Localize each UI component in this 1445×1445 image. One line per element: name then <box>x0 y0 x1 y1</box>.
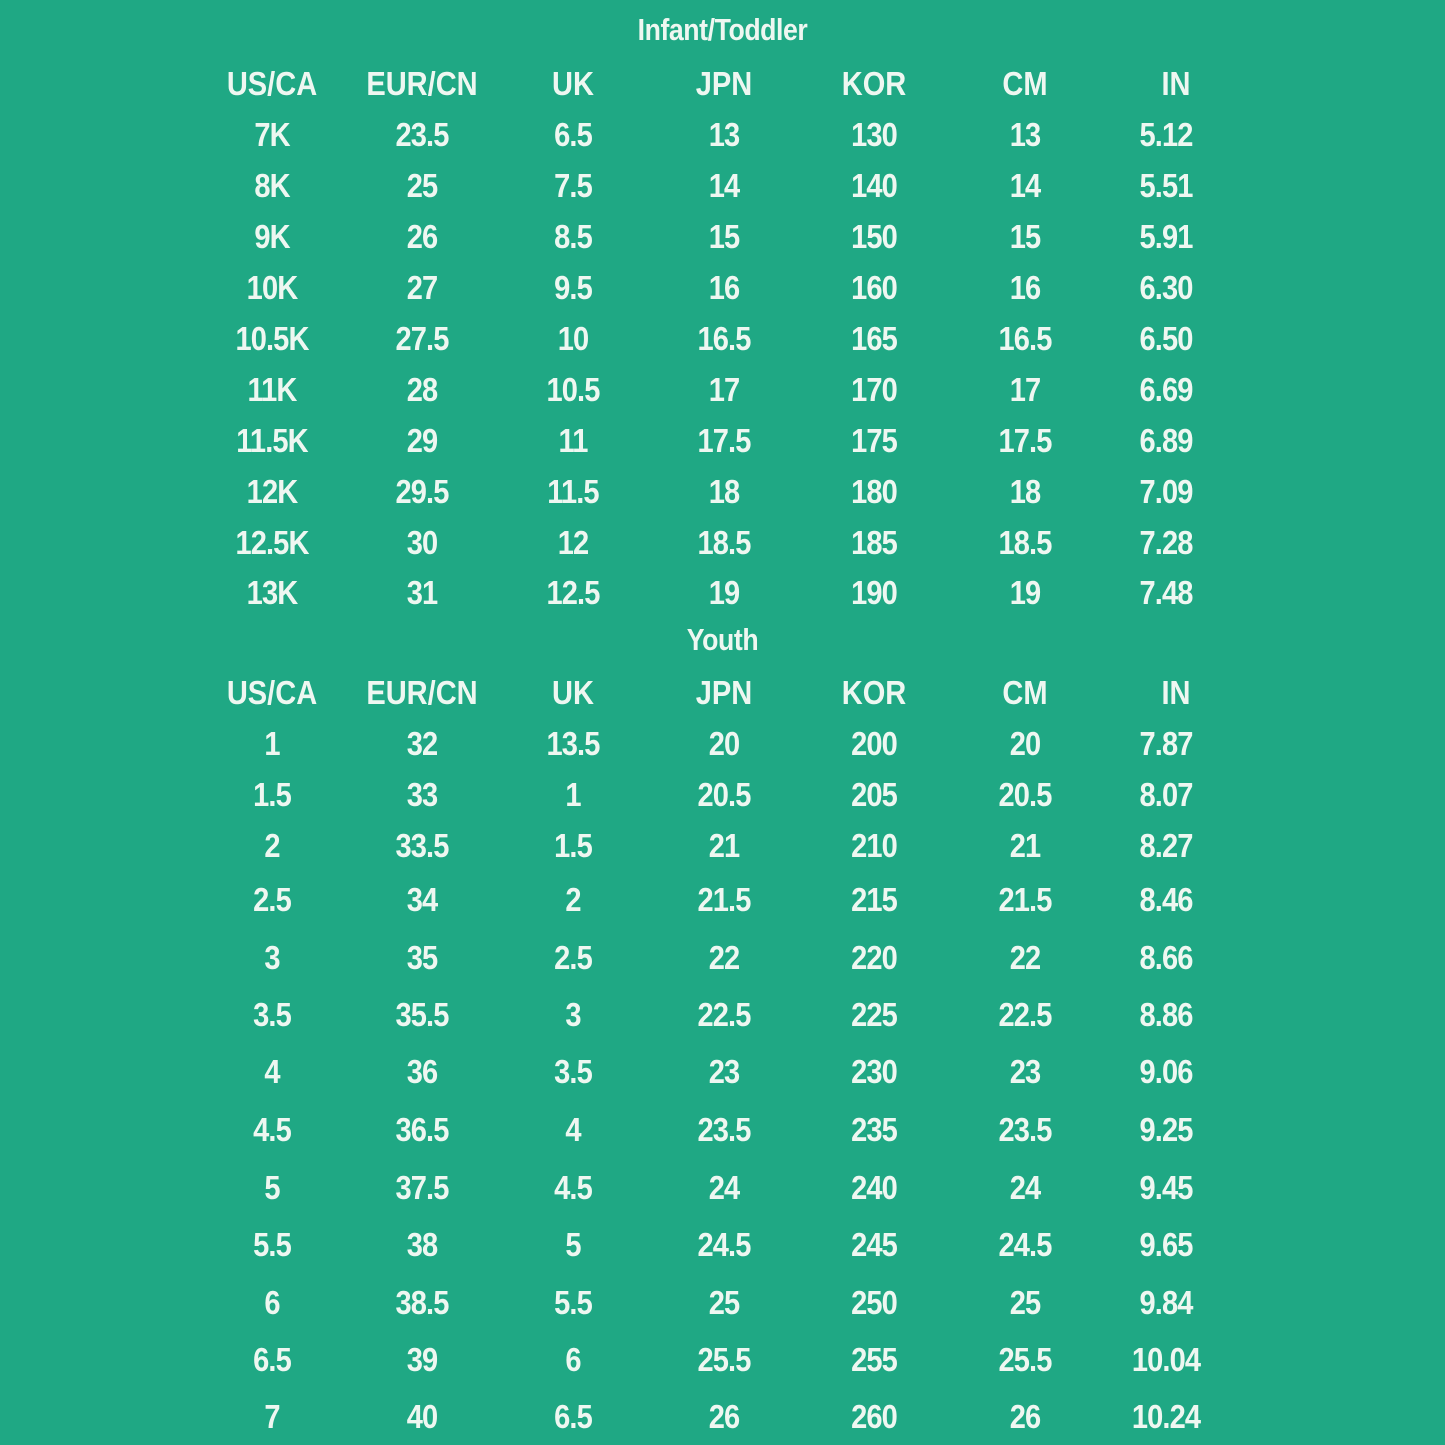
table-cell: 13.5 <box>546 725 600 762</box>
table-cell: 235 <box>851 1111 897 1148</box>
table-cell: 35.5 <box>395 996 449 1033</box>
table-cell: 24.5 <box>697 1226 751 1263</box>
table-cell: 7.28 <box>1139 524 1193 561</box>
table-cell: 6.5 <box>253 1341 291 1378</box>
table-cell: 16 <box>1009 269 1041 306</box>
table-cell: 25 <box>708 1284 740 1321</box>
table-row <box>0 166 1445 206</box>
table-cell: 165 <box>851 320 897 357</box>
table-cell: 15 <box>1009 218 1041 255</box>
table-cell: 18.5 <box>998 524 1052 561</box>
table-cell: 250 <box>851 1284 897 1321</box>
table-cell: 12.5K <box>235 524 309 561</box>
table-cell: 9.45 <box>1139 1169 1193 1206</box>
table-cell: 12 <box>557 524 589 561</box>
table-cell: 7K <box>254 116 290 153</box>
table-cell: 16.5 <box>998 320 1052 357</box>
table-cell: 26 <box>1009 1398 1041 1435</box>
table-cell: 8K <box>254 167 290 204</box>
table-cell: 220 <box>851 939 897 976</box>
table-cell: 180 <box>851 473 897 510</box>
table-row <box>0 1225 1445 1265</box>
table-row <box>0 115 1445 155</box>
table-cell: 23.5 <box>998 1111 1052 1148</box>
table-cell: 3 <box>565 996 581 1033</box>
table-cell: 2.5 <box>554 939 592 976</box>
column-header: US/CA <box>226 674 318 711</box>
table-cell: 9K <box>254 218 290 255</box>
table-cell: 140 <box>851 167 897 204</box>
table-row <box>0 1397 1445 1437</box>
table-cell: 17 <box>708 371 740 408</box>
table-cell: 6.5 <box>554 1398 592 1435</box>
table-cell: 10.5K <box>235 320 309 357</box>
table-cell: 6.69 <box>1139 371 1193 408</box>
table-cell: 28 <box>406 371 438 408</box>
table-cell: 17.5 <box>697 422 751 459</box>
table-cell: 11.5 <box>547 473 599 510</box>
table-cell: 8.27 <box>1139 827 1193 864</box>
table-cell: 23 <box>1009 1053 1041 1090</box>
table-row <box>0 523 1445 563</box>
table-cell: 6.50 <box>1139 320 1193 357</box>
table-cell: 18 <box>708 473 740 510</box>
table-cell: 14 <box>1009 167 1041 204</box>
table-cell: 30 <box>406 524 438 561</box>
table-cell: 10.04 <box>1131 1341 1201 1378</box>
table-cell: 5.91 <box>1139 218 1193 255</box>
table-cell: 26 <box>708 1398 740 1435</box>
table-cell: 9.06 <box>1139 1053 1193 1090</box>
table-row <box>0 995 1445 1035</box>
table-cell: 150 <box>851 218 897 255</box>
table-cell: 24 <box>1009 1169 1041 1206</box>
column-header: US/CA <box>226 65 318 102</box>
table-row <box>0 370 1445 410</box>
youth-section-title: Youth <box>686 622 759 657</box>
table-cell: 25 <box>406 167 438 204</box>
table-row <box>0 880 1445 920</box>
table-cell: 9.65 <box>1139 1226 1193 1263</box>
table-row <box>0 268 1445 308</box>
table-cell: 22 <box>1009 939 1041 976</box>
table-cell: 215 <box>851 881 897 918</box>
table-cell: 37.5 <box>395 1169 449 1206</box>
table-cell: 33 <box>406 776 438 813</box>
table-cell: 3.5 <box>253 996 291 1033</box>
table-cell: 38 <box>406 1226 438 1263</box>
table-cell: 19 <box>708 574 740 611</box>
table-cell: 6 <box>565 1341 581 1378</box>
table-cell: 4 <box>565 1111 581 1148</box>
column-header: KOR <box>841 674 907 711</box>
table-cell: 1 <box>565 776 581 813</box>
table-cell: 9.5 <box>554 269 592 306</box>
table-cell: 24.5 <box>998 1226 1052 1263</box>
table-cell: 18 <box>1009 473 1041 510</box>
table-cell: 11.5K <box>236 422 308 459</box>
table-cell: 7.09 <box>1139 473 1193 510</box>
table-cell: 190 <box>851 574 897 611</box>
table-cell: 5 <box>264 1169 280 1206</box>
table-cell: 130 <box>851 116 897 153</box>
table-cell: 260 <box>851 1398 897 1435</box>
table-cell: 4.5 <box>253 1111 291 1148</box>
table-cell: 34 <box>406 881 438 918</box>
table-cell: 2 <box>264 827 280 864</box>
table-cell: 21.5 <box>998 881 1052 918</box>
table-cell: 2.5 <box>253 881 291 918</box>
table-cell: 36.5 <box>395 1111 449 1148</box>
table-cell: 23.5 <box>395 116 449 153</box>
table-cell: 20.5 <box>998 776 1052 813</box>
table-row <box>0 472 1445 512</box>
table-cell: 8.66 <box>1139 939 1193 976</box>
table-cell: 9.84 <box>1139 1284 1193 1321</box>
table-cell: 11K <box>247 371 297 408</box>
table-cell: 5.12 <box>1139 116 1193 153</box>
column-header: IN <box>1161 65 1191 102</box>
table-row <box>0 1110 1445 1150</box>
table-row <box>0 938 1445 978</box>
table-cell: 185 <box>851 524 897 561</box>
table-cell: 7 <box>264 1398 280 1435</box>
youth-header-row <box>0 673 1445 713</box>
column-header: CM <box>1002 674 1048 711</box>
table-cell: 20 <box>708 725 740 762</box>
table-cell: 29.5 <box>395 473 449 510</box>
table-cell: 25.5 <box>998 1341 1052 1378</box>
table-cell: 17 <box>1009 371 1041 408</box>
column-header: EUR/CN <box>366 65 478 102</box>
table-cell: 38.5 <box>395 1284 449 1321</box>
table-cell: 12K <box>246 473 298 510</box>
table-cell: 14 <box>708 167 740 204</box>
table-cell: 24 <box>708 1169 740 1206</box>
table-cell: 20 <box>1009 725 1041 762</box>
table-cell: 5 <box>565 1226 581 1263</box>
table-cell: 10 <box>557 320 589 357</box>
table-cell: 210 <box>851 827 897 864</box>
infant-toddler-header-row <box>0 64 1445 104</box>
table-cell: 22.5 <box>697 996 751 1033</box>
table-cell: 18.5 <box>697 524 751 561</box>
table-cell: 4.5 <box>554 1169 592 1206</box>
table-cell: 6.30 <box>1139 269 1193 306</box>
table-cell: 6.5 <box>554 116 592 153</box>
table-cell: 245 <box>851 1226 897 1263</box>
table-row <box>0 1052 1445 1092</box>
table-cell: 7.5 <box>554 167 592 204</box>
table-cell: 1.5 <box>554 827 592 864</box>
table-cell: 9.25 <box>1139 1111 1193 1148</box>
table-cell: 12.5 <box>546 574 600 611</box>
table-cell: 2 <box>565 881 581 918</box>
table-cell: 33.5 <box>395 827 449 864</box>
table-cell: 15 <box>708 218 740 255</box>
table-cell: 3 <box>264 939 280 976</box>
table-cell: 25 <box>1009 1284 1041 1321</box>
table-cell: 6 <box>264 1284 280 1321</box>
table-cell: 6.89 <box>1139 422 1193 459</box>
table-cell: 5.51 <box>1139 167 1193 204</box>
table-cell: 8.07 <box>1139 776 1193 813</box>
table-row <box>0 217 1445 257</box>
table-cell: 20.5 <box>697 776 751 813</box>
table-row <box>0 826 1445 866</box>
table-cell: 11 <box>558 422 588 459</box>
table-cell: 32 <box>406 725 438 762</box>
table-cell: 1 <box>264 725 280 762</box>
table-cell: 10.24 <box>1131 1398 1201 1435</box>
table-cell: 40 <box>406 1398 438 1435</box>
table-cell: 13K <box>246 574 298 611</box>
table-cell: 3.5 <box>554 1053 592 1090</box>
table-cell: 8.46 <box>1139 881 1193 918</box>
table-cell: 225 <box>851 996 897 1033</box>
column-header: EUR/CN <box>366 674 478 711</box>
table-cell: 8.86 <box>1139 996 1193 1033</box>
table-cell: 16 <box>708 269 740 306</box>
table-row <box>0 1340 1445 1380</box>
table-cell: 4 <box>264 1053 280 1090</box>
table-cell: 7.87 <box>1139 725 1193 762</box>
table-cell: 21.5 <box>697 881 751 918</box>
table-cell: 10K <box>246 269 298 306</box>
table-cell: 25.5 <box>697 1341 751 1378</box>
table-cell: 27.5 <box>395 320 449 357</box>
table-cell: 170 <box>851 371 897 408</box>
table-cell: 205 <box>851 776 897 813</box>
table-cell: 255 <box>851 1341 897 1378</box>
column-header: KOR <box>841 65 907 102</box>
table-cell: 35 <box>406 939 438 976</box>
table-cell: 240 <box>851 1169 897 1206</box>
table-cell: 19 <box>1009 574 1041 611</box>
table-row <box>0 573 1445 613</box>
table-row <box>0 421 1445 461</box>
table-row <box>0 319 1445 359</box>
table-cell: 21 <box>708 827 740 864</box>
table-cell: 22 <box>708 939 740 976</box>
table-row <box>0 775 1445 815</box>
table-row <box>0 1168 1445 1208</box>
table-cell: 230 <box>851 1053 897 1090</box>
table-cell: 26 <box>406 218 438 255</box>
column-header: JPN <box>695 674 753 711</box>
table-cell: 160 <box>851 269 897 306</box>
table-cell: 36 <box>406 1053 438 1090</box>
column-header: UK <box>552 674 594 711</box>
table-cell: 16.5 <box>697 320 751 357</box>
table-cell: 175 <box>851 422 897 459</box>
table-row <box>0 1283 1445 1323</box>
table-cell: 1.5 <box>253 776 291 813</box>
table-cell: 13 <box>708 116 740 153</box>
table-cell: 23 <box>708 1053 740 1090</box>
table-cell: 200 <box>851 725 897 762</box>
table-cell: 21 <box>1009 827 1041 864</box>
table-cell: 5.5 <box>554 1284 592 1321</box>
column-header: UK <box>552 65 594 102</box>
table-cell: 23.5 <box>697 1111 751 1148</box>
table-cell: 29 <box>406 422 438 459</box>
table-cell: 8.5 <box>554 218 592 255</box>
column-header: IN <box>1161 674 1191 711</box>
column-header: JPN <box>695 65 753 102</box>
table-row <box>0 724 1445 764</box>
table-cell: 17.5 <box>998 422 1052 459</box>
table-cell: 10.5 <box>546 371 600 408</box>
table-cell: 5.5 <box>253 1226 291 1263</box>
infant-toddler-section-title: Infant/Toddler <box>637 12 808 47</box>
column-header: CM <box>1002 65 1048 102</box>
table-cell: 27 <box>406 269 438 306</box>
table-cell: 22.5 <box>998 996 1052 1033</box>
table-cell: 13 <box>1009 116 1041 153</box>
table-cell: 39 <box>406 1341 438 1378</box>
table-cell: 31 <box>406 574 438 611</box>
table-cell: 7.48 <box>1139 574 1193 611</box>
